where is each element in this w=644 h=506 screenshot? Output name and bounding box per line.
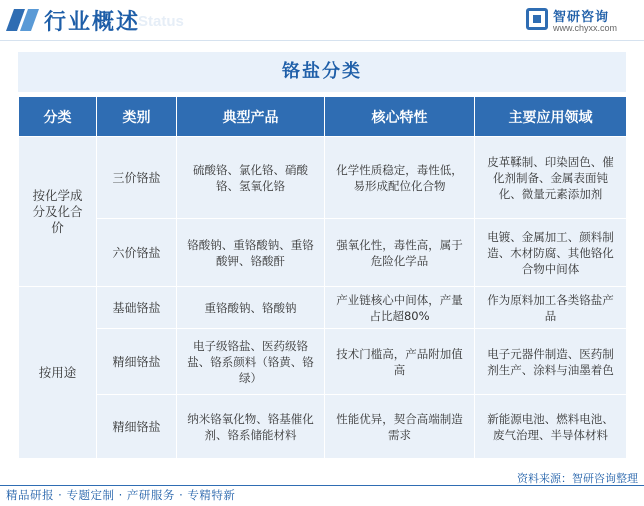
page-title: 行业概述	[44, 10, 141, 35]
category-cell: 六价铬盐	[97, 219, 177, 287]
products-cell: 硫酸铬、氯化铬、硝酸铬、氢氧化铬	[177, 137, 325, 219]
column-header-applications: 主要应用领域	[475, 97, 627, 137]
brand-url: www.chyxx.com	[553, 23, 618, 33]
category-cell: 基础铬盐	[97, 287, 177, 329]
table-row	[19, 287, 627, 329]
products-cell: 重铬酸钠、铬酸钠	[177, 287, 325, 329]
header-chevron-icon	[6, 9, 38, 31]
column-header-features: 核心特性	[325, 97, 475, 137]
table-row	[19, 329, 627, 395]
table-row	[19, 219, 627, 287]
category-cell: 三价铬盐	[97, 137, 177, 219]
table-header-row	[19, 97, 627, 137]
products-cell: 铬酸钠、重铬酸钠、重铬酸钾、铬酸酐	[177, 219, 325, 287]
group-label: 按用途	[19, 287, 97, 459]
brand-logo-icon	[526, 8, 548, 30]
applications-cell: 皮革鞣制、印染固色、催化剂制备、金属表面钝化、微量元素添加剂	[475, 137, 627, 219]
table-row	[19, 395, 627, 459]
features-cell: 强氧化性，毒性高，属于危险化学品	[325, 219, 475, 287]
features-cell: 产业链核心中间体，产量占比超80%	[325, 287, 475, 329]
applications-cell: 新能源电池、燃料电池、废气治理、半导体材料	[475, 395, 627, 459]
classification-table	[18, 96, 627, 459]
header-watermark-text: Status	[138, 13, 184, 30]
brand-logo	[526, 6, 638, 36]
features-cell: 技术门槛高，产品附加值高	[325, 329, 475, 395]
brand-name: 智研咨询	[553, 10, 610, 25]
group-label: 按化学成分及化合价	[19, 137, 97, 287]
features-cell: 性能优异，契合高端制造需求	[325, 395, 475, 459]
applications-cell: 电子元器件制造、医药制剂生产、涂料与油墨着色	[475, 329, 627, 395]
table-row	[19, 137, 627, 219]
category-cell: 精细铬盐	[97, 395, 177, 459]
source-note: 资料来源：智研咨询整理	[517, 472, 638, 485]
column-header-classification: 分类	[19, 97, 97, 137]
header-divider	[0, 40, 644, 41]
products-cell: 纳米铬氧化物、铬基催化剂、铬系储能材料	[177, 395, 325, 459]
features-cell: 化学性质稳定，毒性低，易形成配位化合物	[325, 137, 475, 219]
category-cell: 精细铬盐	[97, 329, 177, 395]
footer-divider	[0, 485, 644, 486]
applications-cell: 作为原料加工各类铬盐产品	[475, 287, 627, 329]
column-header-products: 典型产品	[177, 97, 325, 137]
footer-tagline: 精品研报 · 专题定制 · 产研服务 · 专精特新	[6, 488, 236, 502]
applications-cell: 电镀、金属加工、颜料制造、木材防腐、其他铬化合物中间体	[475, 219, 627, 287]
table-title: 铬盐分类	[18, 52, 626, 92]
page-header	[0, 0, 644, 40]
column-header-category: 类别	[97, 97, 177, 137]
products-cell: 电子级铬盐、医药级铬盐、铬系颜料（铬黄、铬绿）	[177, 329, 325, 395]
